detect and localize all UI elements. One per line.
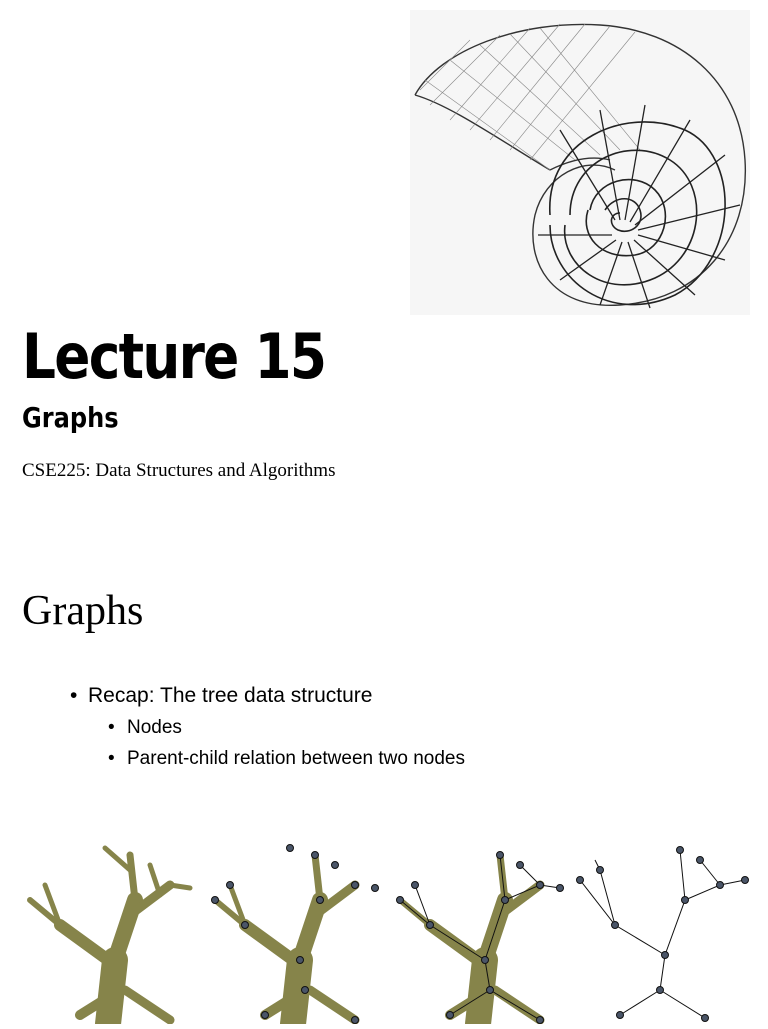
lecture-title: Lecture 15: [22, 320, 326, 393]
sub-bullet-item: • Parent-child relation between two nodes: [108, 747, 468, 772]
nautilus-shell-icon: [410, 10, 750, 315]
sub-bullet-list: [70, 716, 468, 771]
bullet-list: [70, 684, 468, 777]
lecture-subtitle: Graphs: [22, 401, 119, 434]
sub-bullet-item: • Nodes: [108, 716, 468, 741]
course-name: CSE225: Data Structures and Algorithms: [22, 460, 336, 481]
tree-to-graph-icon: [20, 840, 768, 1024]
slide-title: Graphs: [22, 588, 144, 634]
bullet-item: • Recap: The tree data structure: [70, 684, 468, 708]
graphs-slide: [0, 560, 768, 1024]
